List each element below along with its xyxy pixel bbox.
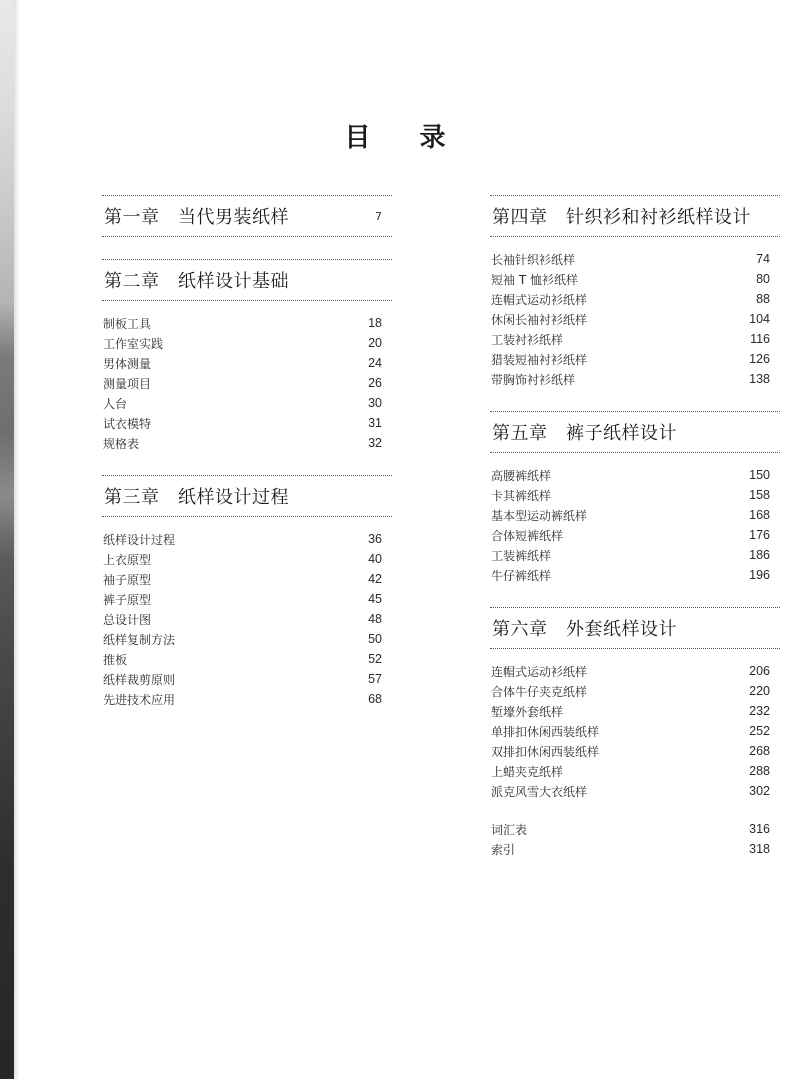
chapter-title: 第二章 纸样设计基础 [104, 271, 289, 292]
entry-page: 57 [368, 672, 382, 686]
entry-page: 50 [368, 632, 382, 646]
chapter-heading[interactable] [490, 195, 780, 237]
toc-entry[interactable] [102, 649, 392, 669]
entry-label: 高腰裤纸样 [491, 468, 552, 483]
entry-label: 基本型运动裤纸样 [491, 508, 588, 523]
entry-label: 单排扣休闲西装纸样 [491, 724, 600, 739]
entry-page: 116 [750, 332, 770, 346]
entry-page: 168 [749, 508, 770, 522]
chapter-3 [102, 475, 392, 709]
entry-page: 42 [368, 572, 382, 586]
toc-entry[interactable] [490, 721, 780, 741]
entry-label: 男体测量 [103, 356, 152, 371]
chapter-2 [102, 259, 392, 453]
chapter-heading[interactable] [102, 259, 392, 301]
toc-entry[interactable] [490, 309, 780, 329]
toc-entry[interactable] [102, 393, 392, 413]
entry-page: 24 [368, 356, 382, 370]
entry-page: 206 [749, 664, 770, 678]
entry-page: 31 [368, 416, 382, 430]
entry-label: 纸样复制方法 [103, 632, 176, 647]
entry-label: 工装衬衫纸样 [491, 332, 564, 347]
entry-page: 26 [368, 376, 382, 390]
entry-page: 68 [368, 692, 382, 706]
entry-label: 上衣原型 [103, 552, 152, 567]
entry-page: 196 [749, 568, 770, 582]
entry-page: 48 [368, 612, 382, 626]
chapter-5 [490, 411, 780, 585]
toc-entry[interactable] [490, 681, 780, 701]
toc-entry[interactable] [102, 413, 392, 433]
toc-entry[interactable] [490, 525, 780, 545]
entry-label: 休闲长袖衬衫纸样 [491, 312, 588, 327]
toc-entry[interactable] [490, 329, 780, 349]
entry-page: 104 [749, 312, 770, 326]
entry-list [490, 453, 780, 585]
toc-entry[interactable] [490, 781, 780, 801]
toc-entry[interactable] [102, 373, 392, 393]
entry-page: 74 [756, 252, 770, 266]
entry-page: 176 [749, 528, 770, 542]
entry-label: 牛仔裤纸样 [491, 568, 552, 583]
entry-page: 88 [756, 292, 770, 306]
entry-label: 推板 [103, 652, 128, 667]
entry-label: 袖子原型 [103, 572, 152, 587]
entry-page: 45 [368, 592, 382, 606]
toc-entry[interactable] [490, 819, 780, 839]
toc-entry[interactable] [102, 333, 392, 353]
toc-entry[interactable] [490, 269, 780, 289]
entry-list [490, 237, 780, 389]
entry-label: 测量项目 [103, 376, 152, 391]
entry-label: 合体牛仔夹克纸样 [491, 684, 588, 699]
chapter-title: 第六章 外套纸样设计 [492, 619, 677, 640]
entry-label: 工装裤纸样 [491, 548, 552, 563]
entry-label: 堑壕外套纸样 [491, 704, 564, 719]
chapter-title: 第一章 当代男装纸样 [104, 207, 289, 228]
entry-label: 人台 [103, 396, 128, 411]
toc-entry[interactable] [102, 313, 392, 333]
toc-entry[interactable] [490, 741, 780, 761]
entry-page: 186 [749, 548, 770, 562]
entry-page: 288 [749, 764, 770, 778]
entry-page: 220 [749, 684, 770, 698]
entry-label: 合体短裤纸样 [491, 528, 564, 543]
toc-entry[interactable] [490, 565, 780, 585]
entry-page: 32 [368, 436, 382, 450]
entry-label: 纸样设计过程 [103, 532, 176, 547]
toc-entry[interactable] [102, 569, 392, 589]
entry-label: 工作室实践 [103, 336, 164, 351]
entry-page: 80 [756, 272, 770, 286]
toc-entry[interactable] [490, 465, 780, 485]
toc-entry[interactable] [490, 289, 780, 309]
toc-entry[interactable] [490, 369, 780, 389]
entry-label: 词汇表 [491, 822, 528, 837]
entry-label: 短袖 T 恤衫纸样 [491, 272, 578, 287]
entry-list [102, 301, 392, 453]
entry-page: 302 [749, 784, 770, 798]
toc-entry[interactable] [102, 629, 392, 649]
entry-label: 派克风雪大衣纸样 [491, 784, 588, 799]
entry-label: 长袖针织衫纸样 [491, 252, 576, 267]
toc-entry[interactable] [102, 589, 392, 609]
toc-entry[interactable] [102, 433, 392, 453]
entry-label: 索引 [491, 842, 516, 857]
entry-page: 30 [368, 396, 382, 410]
entry-label: 双排扣休闲西装纸样 [491, 744, 600, 759]
entry-page: 150 [749, 468, 770, 482]
toc-entry[interactable] [490, 661, 780, 681]
chapter-title: 第四章 针织衫和衬衫纸样设计 [492, 207, 751, 228]
chapter-6 [490, 607, 780, 859]
entry-label: 连帽式运动衫纸样 [491, 664, 588, 679]
entry-label: 先进技术应用 [103, 692, 176, 707]
toc-entry[interactable] [490, 701, 780, 721]
back-matter-list [490, 801, 780, 859]
entry-page: 158 [749, 488, 770, 502]
entry-page: 52 [368, 652, 382, 666]
chapter-heading[interactable] [102, 475, 392, 517]
entry-page: 40 [368, 552, 382, 566]
entry-page: 138 [749, 372, 770, 386]
toc-entry[interactable] [490, 349, 780, 369]
toc-entry[interactable] [490, 485, 780, 505]
toc-entry[interactable] [490, 249, 780, 269]
entry-page: 20 [368, 336, 382, 350]
toc-entry[interactable] [102, 353, 392, 373]
toc-left-column [102, 195, 392, 731]
entry-page: 316 [749, 822, 770, 836]
entry-page: 126 [749, 352, 770, 366]
entry-label: 带胸饰衬衫纸样 [491, 372, 576, 387]
chapter-1 [102, 195, 392, 237]
toc-entry[interactable] [102, 529, 392, 549]
toc-entry[interactable] [490, 839, 780, 859]
chapter-4 [490, 195, 780, 389]
entry-label: 规格表 [103, 436, 140, 451]
chapter-title: 第五章 裤子纸样设计 [492, 423, 677, 444]
entry-list [102, 517, 392, 709]
entry-label: 试衣模特 [103, 416, 152, 431]
entry-label: 纸样裁剪原则 [103, 672, 176, 687]
entry-label: 制板工具 [103, 316, 152, 331]
entry-page: 36 [368, 532, 382, 546]
toc-right-column [490, 195, 780, 881]
toc-entry[interactable] [490, 505, 780, 525]
toc-entry[interactable] [102, 609, 392, 629]
toc-entry[interactable] [102, 669, 392, 689]
entry-label: 总设计图 [103, 612, 152, 627]
toc-entry[interactable] [490, 761, 780, 781]
entry-page: 18 [368, 316, 382, 330]
toc-entry[interactable] [102, 689, 392, 709]
entry-label: 裤子原型 [103, 592, 152, 607]
entry-list [490, 649, 780, 801]
chapter-page-number: 7 [375, 209, 382, 223]
chapter-heading[interactable] [102, 195, 392, 237]
page-title: 目 录 [344, 123, 466, 154]
chapter-heading[interactable] [490, 607, 780, 649]
entry-label: 卡其裤纸样 [491, 488, 552, 503]
chapter-title: 第三章 纸样设计过程 [104, 487, 289, 508]
entry-page: 318 [749, 842, 770, 856]
book-spine-shadow [0, 0, 14, 1079]
toc-entry[interactable] [490, 545, 780, 565]
chapter-heading[interactable] [490, 411, 780, 453]
entry-label: 猎装短袖衬衫纸样 [491, 352, 588, 367]
toc-entry[interactable] [102, 549, 392, 569]
entry-label: 连帽式运动衫纸样 [491, 292, 588, 307]
entry-label: 上蜡夹克纸样 [491, 764, 564, 779]
entry-page: 252 [749, 724, 770, 738]
entry-page: 232 [749, 704, 770, 718]
entry-page: 268 [749, 744, 770, 758]
